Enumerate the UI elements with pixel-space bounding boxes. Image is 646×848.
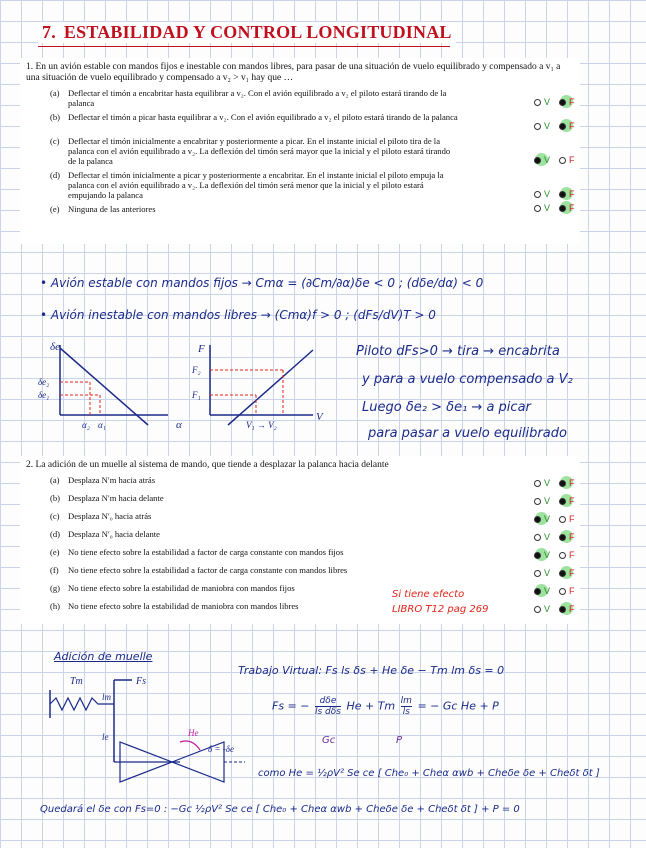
radio-false-icon <box>559 534 566 541</box>
note-line-1: • Avión estable con mandos fijos → Cmα = (∂Cm/∂α)δe < 0 ; (dδe/dα) < 0 <box>40 276 484 290</box>
option-true[interactable]: V <box>534 586 550 596</box>
spring-label-delta: δ = -δe <box>208 744 234 754</box>
note-right-3: Luego δe₂ > δe₁ → a picar <box>362 400 531 415</box>
red-note-1: Si tiene efecto <box>392 589 465 600</box>
p-label: P <box>396 735 403 746</box>
option-label: (b) <box>50 112 61 122</box>
radio-false-icon <box>559 498 566 505</box>
option-text: Deflectar el timón a picar hasta equilibrar a v₂. Con el avión equilibrado a v₂ el piloto estará tirando de la palanca <box>68 112 458 122</box>
option-true[interactable]: V <box>534 155 550 165</box>
option-text: No tiene efecto sobre la estabilidad de maniobra con mandos libres <box>68 601 299 611</box>
answer-choice[interactable] <box>534 568 584 578</box>
option-text: No tiene efecto sobre la estabilidad a factor de carga constante con mandos libres <box>68 565 348 575</box>
spring-label-lm: lm <box>102 692 111 702</box>
answer-choice[interactable] <box>534 586 584 596</box>
option-label: (g) <box>50 583 61 593</box>
fs-equation: Fs = − dδe ls dδs He + Tm $\frac{lm}{ls}$ = − Gc He + P <box>272 696 499 717</box>
radio-false-icon <box>559 205 566 212</box>
graph-force-vs-speed <box>188 340 328 440</box>
radio-false-icon <box>559 606 566 613</box>
option-false[interactable]: F <box>559 568 575 578</box>
question-number: 1. <box>26 62 34 72</box>
option-text: Deflectar el timón inicialmente a picar y posteriormente a encabritar. En el instante inicial el piloto empuja la palanca con el avión equilibrado a v₂. La deflexión del timón será menor que la inicial y el piloto estará empujando la palanca <box>68 170 444 200</box>
radio-false-icon <box>559 123 566 130</box>
note-right-1: Piloto dFs>0 → tira → encabrita <box>356 344 560 359</box>
radio-true-icon <box>534 205 541 212</box>
graph-elevator-vs-alpha <box>38 340 188 440</box>
como-equation: como He = ½ρV² Se ce [ Che₀ + Cheα αwb + Cheδe δe + Cheδt δt ] <box>258 768 600 779</box>
radio-true-icon <box>534 606 541 613</box>
option-false[interactable]: F <box>559 97 575 107</box>
radio-true-icon <box>534 588 541 595</box>
option-true[interactable]: V <box>534 203 550 213</box>
graph1-ytick-1: δe₂ <box>38 377 50 387</box>
graph2-ytick-2: F₁ <box>192 390 201 400</box>
graph1-ytick-2: δe₁ <box>38 390 50 400</box>
radio-true-icon <box>534 157 541 164</box>
question-2-stem <box>26 460 574 471</box>
option-label: (f) <box>50 565 59 575</box>
spring-diagram <box>40 670 270 790</box>
radio-true-icon <box>534 498 541 505</box>
graph2-xtick: V₁ → V₂ <box>246 420 277 430</box>
radio-true-icon <box>534 516 541 523</box>
answer-choice[interactable] <box>534 604 584 614</box>
option-false[interactable]: F <box>559 203 575 213</box>
answer-choice[interactable] <box>534 550 584 560</box>
answer-choice[interactable] <box>534 203 584 213</box>
option-label: (d) <box>50 529 61 539</box>
note-line-2: • Avión inestable con mandos libres → (Cmα)f > 0 ; (dFs/dV)T > 0 <box>40 308 436 322</box>
radio-false-icon <box>559 516 566 523</box>
radio-false-icon <box>559 570 566 577</box>
option-false[interactable]: F <box>559 514 575 524</box>
option-false[interactable]: F <box>559 586 575 596</box>
final-equation: Quedará el δe con Fs=0 : −Gc ½ρV² Se ce [ Che₀ + Cheα αwb + Cheδe δe + Cheδt δt ] + P = 0 <box>40 804 520 815</box>
radio-false-icon <box>559 480 566 487</box>
option-true[interactable]: V <box>534 514 550 524</box>
graph1-xlabel: α <box>176 419 182 431</box>
answer-choice[interactable] <box>534 121 584 131</box>
option-false[interactable]: F <box>559 496 575 506</box>
option-true[interactable]: V <box>534 550 550 560</box>
graph1-xtick-1: α₂ <box>82 420 90 430</box>
gc-label: Gc <box>322 735 336 746</box>
option-label: (a) <box>50 475 60 485</box>
question-text: En un avión estable con mandos fijos e inestable con mandos libres, para pasar de una situación de vuelo equilibrado y compensado a v₁ a una situación de vuelo equilibrado y compensado a v₂ > v₁ hay que … <box>26 62 561 83</box>
radio-false-icon <box>559 191 566 198</box>
radio-true-icon <box>534 123 541 130</box>
option-false[interactable]: F <box>559 478 575 488</box>
option-label: (c) <box>50 511 60 521</box>
option-text: Deflectar el timón inicialmente a encabritar y posteriormente a picar. En el instante inicial el piloto tira de la palanca con el avión equilibrado a v₂. La deflexión del timón será mayor que la inicial y el piloto estará tirando de la palanca <box>68 136 451 166</box>
option-true[interactable]: V <box>534 532 550 542</box>
title-underline <box>38 46 450 47</box>
option-false[interactable]: F <box>559 550 575 560</box>
graph2-ylabel: F <box>198 343 205 355</box>
spring-heading: Adición de muelle <box>54 650 153 663</box>
section-title: ESTABILIDAD Y CONTROL LONGITUDINAL <box>63 22 452 42</box>
note-right-4: para pasar a vuelo equilibrado <box>368 426 567 441</box>
option-text: No tiene efecto sobre la estabilidad de maniobra con mandos fijos <box>68 583 295 593</box>
answer-choice[interactable] <box>534 97 584 107</box>
answer-choice[interactable] <box>534 514 584 524</box>
spring-label-tm: Tm <box>70 676 83 687</box>
radio-true-icon <box>534 570 541 577</box>
option-text: Deflectar el timón a encabritar hasta equilibrar a v₂. Con el avión equilibrado a v₂ el piloto estará tirando de la palanca <box>68 88 447 108</box>
option-text: Ninguna de las anteriores <box>68 204 156 214</box>
option-label: (c) <box>50 136 60 146</box>
radio-true-icon <box>534 552 541 559</box>
virtual-work-eq: Trabajo Virtual: Fs ls δs + He δe − Tm lm δs = 0 <box>238 664 505 677</box>
radio-true-icon <box>534 99 541 106</box>
note-right-2: y para a vuelo compensado a V₂ <box>362 372 573 387</box>
question-number: 2. <box>26 460 34 470</box>
spring-label-le: le <box>102 732 109 742</box>
option-label: (d) <box>50 170 61 180</box>
radio-false-icon <box>559 552 566 559</box>
option-true[interactable]: V <box>534 189 550 199</box>
option-text: Desplaza N′₀ hacia delante <box>68 529 160 539</box>
option-label: (a) <box>50 88 60 98</box>
option-true[interactable]: V <box>534 121 550 131</box>
option-true[interactable]: V <box>534 97 550 107</box>
option-text: Desplaza N′m hacia delante <box>68 493 164 503</box>
option-false[interactable]: F <box>559 155 575 165</box>
option-true[interactable]: V <box>534 478 550 488</box>
option-label: (h) <box>50 601 61 611</box>
answer-choice[interactable] <box>534 478 584 488</box>
option-label: (e) <box>50 204 60 214</box>
spring-label-fs: Fs <box>136 676 146 687</box>
option-text: No tiene efecto sobre la estabilidad a factor de carga constante con mandos fijos <box>68 547 344 557</box>
radio-true-icon <box>534 534 541 541</box>
option-true[interactable]: V <box>534 496 550 506</box>
red-note-2: LIBRO T12 pag 269 <box>392 604 489 615</box>
spring-label-he: He <box>188 728 199 738</box>
option-label: (b) <box>50 493 61 503</box>
radio-false-icon <box>559 99 566 106</box>
option-false[interactable]: F <box>559 604 575 614</box>
option-false[interactable]: F <box>559 189 575 199</box>
question-text: La adición de un muelle al sistema de mando, que tiende a desplazar la palanca hacia delante <box>35 460 389 470</box>
radio-true-icon <box>534 480 541 487</box>
option-false[interactable]: F <box>559 532 575 542</box>
answer-choice[interactable] <box>534 532 584 542</box>
radio-false-icon <box>559 157 566 164</box>
graph2-xlabel: V <box>316 411 323 423</box>
graph1-ylabel: δe <box>50 341 60 353</box>
option-label: (e) <box>50 547 60 557</box>
radio-true-icon <box>534 191 541 198</box>
option-true[interactable]: V <box>534 568 550 578</box>
graph1-xtick-2: α₁ <box>98 420 106 430</box>
answer-choice[interactable] <box>534 496 584 506</box>
answer-choice[interactable] <box>534 155 584 165</box>
option-text: Desplaza N′₀ hacia atrás <box>68 511 152 521</box>
page-title <box>38 22 456 43</box>
graph2-ytick-1: F₂ <box>192 365 201 375</box>
option-false[interactable]: F <box>559 121 575 131</box>
option-true[interactable]: V <box>534 604 550 614</box>
option-text: Desplaza N′m hacia atrás <box>68 475 156 485</box>
answer-choice[interactable] <box>534 189 584 199</box>
radio-false-icon <box>559 588 566 595</box>
question-1-stem <box>26 62 574 84</box>
section-number: 7. <box>42 22 56 42</box>
